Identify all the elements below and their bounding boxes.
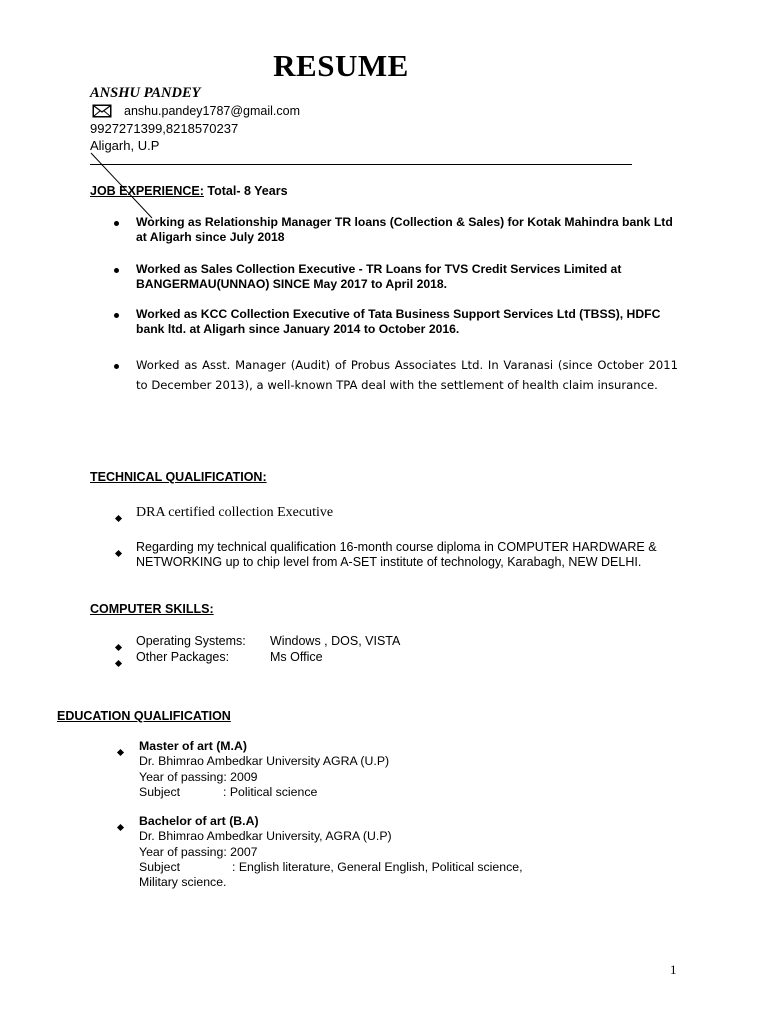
technical-qualification-heading: TECHNICAL QUALIFICATION:: [90, 470, 267, 484]
university: Dr. Bhimrao Ambedkar University, AGRA (U.P): [139, 829, 392, 844]
candidate-name: ANSHU PANDEY: [90, 85, 201, 101]
resume-title: RESUME: [273, 48, 409, 83]
job-item-text: Working as Relationship Manager TR loans (Collection & Sales) for Kotak Mahindra bank Ltd at Aligarh since July 2018: [136, 215, 673, 244]
skill-row: [116, 649, 323, 670]
phone-numbers: 9927271399,8218570237: [90, 121, 239, 136]
job-experience-heading-row: [90, 184, 288, 198]
email-row: [90, 104, 300, 118]
subject-label: Subject: [139, 784, 181, 799]
skill-value: Windows , DOS, VISTA: [270, 634, 401, 648]
diamond-bullet-icon: [115, 660, 122, 667]
technical-item: [116, 540, 668, 570]
job-item-text: Worked as Asst. Manager (Audit) of Probus Associates Ltd. In Varanasi (since October 2011 to December 2013), a well-known TPA deal with the settlement of health claim insurance.: [136, 358, 678, 392]
year-of-passing: Year of passing: 2007: [139, 844, 258, 859]
education-heading: EDUCATION QUALIFICATION: [57, 709, 231, 723]
diamond-bullet-icon: [117, 824, 124, 831]
bullet-icon: [114, 364, 119, 369]
technical-item-text: Regarding my technical qualification 16-month course diploma in COMPUTER HARDWARE & NETWORKING up to chip level from A-SET institute of technology, Karabagh, NEW DELHI.: [136, 540, 657, 569]
subject-label: Subject: [139, 859, 181, 874]
skill-label: Other Packages:: [136, 650, 230, 664]
email-address[interactable]: anshu.pandey1787@gmail.com: [124, 104, 300, 118]
subject-value: : English literature, General English, Political science,: [232, 859, 523, 874]
job-item: [112, 307, 678, 337]
degree: Master of art (M.A): [139, 739, 247, 753]
job-item: [112, 356, 678, 395]
diamond-bullet-icon: [115, 550, 122, 557]
technical-item-text: DRA certified collection Executive: [136, 505, 334, 520]
education-item: [118, 814, 522, 890]
subject-value: : Political science: [223, 784, 318, 799]
job-item-text: Worked as KCC Collection Executive of Tata Business Support Services Ltd (TBSS), HDFC bank ltd. at Aligarh since January 2014 to October 2016.: [136, 307, 661, 336]
degree: Bachelor of art (B.A): [139, 814, 259, 828]
computer-skills-heading: COMPUTER SKILLS:: [90, 602, 214, 616]
job-experience-heading: JOB EXPERIENCE:: [90, 184, 204, 198]
subject-continued: Military science.: [139, 875, 227, 890]
job-experience-total: Total- 8 Years: [203, 184, 288, 198]
envelope-icon: [92, 104, 112, 118]
bullet-icon: [114, 268, 119, 273]
university: Dr. Bhimrao Ambedkar University AGRA (U.P): [139, 754, 390, 769]
job-item-text: Worked as Sales Collection Executive - TR Loans for TVS Credit Services Limited at BANGERMAU(UNNAO) SINCE May 2017 to April 2018.: [136, 262, 622, 291]
page-number: 1: [670, 962, 677, 977]
location: Aligarh, U.P: [90, 138, 160, 153]
job-item: [112, 215, 678, 245]
year-of-passing: Year of passing: 2009: [139, 769, 258, 784]
education-item: [118, 739, 389, 800]
bullet-icon: [114, 221, 119, 226]
job-item: [112, 262, 678, 292]
skill-value: Ms Office: [270, 650, 323, 664]
header-divider: [90, 164, 632, 165]
technical-item: [116, 505, 333, 525]
bullet-icon: [114, 313, 119, 318]
skill-label: Operating Systems:: [136, 634, 246, 648]
diamond-bullet-icon: [117, 749, 124, 756]
diamond-bullet-icon: [115, 515, 122, 522]
